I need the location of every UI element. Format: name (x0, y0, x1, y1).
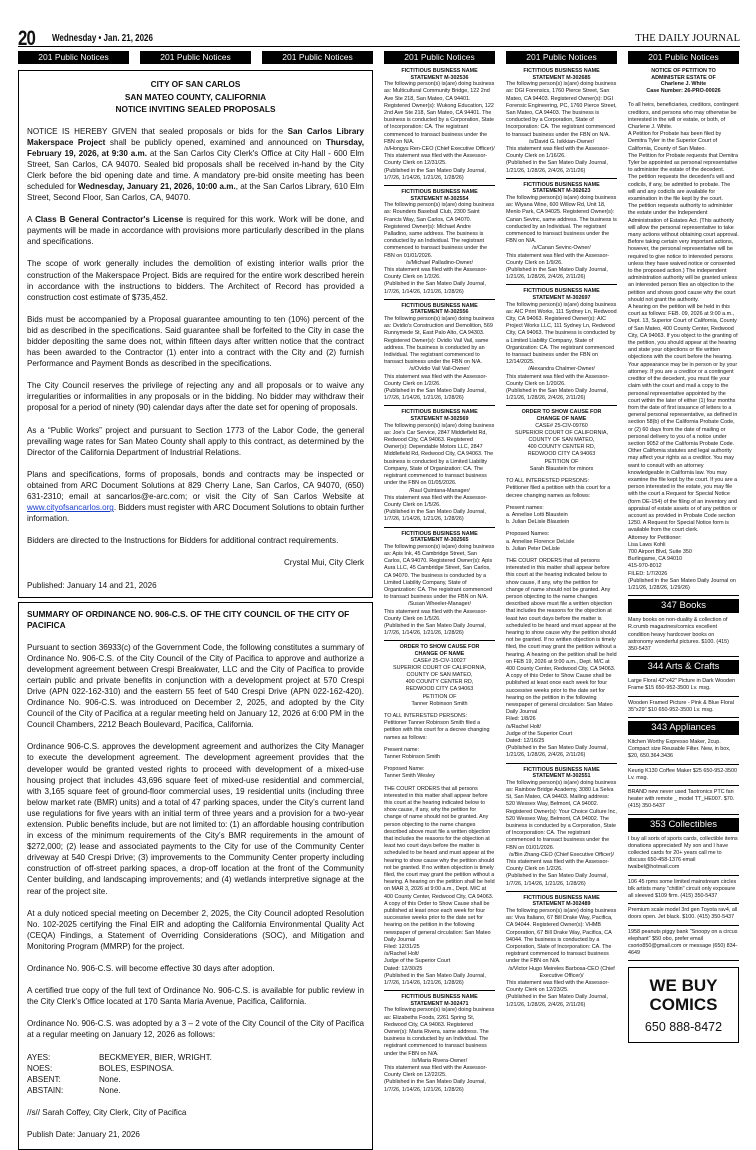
classified-ad: 106 45 rpms some limited mainstream circles blk artists many "chitlin" circuit only exposure all sleeved $109 firm. (415) 350-5437 (628, 878, 737, 900)
divider (628, 903, 739, 904)
bold-text: Wednesday, January 21, 2026, 10:00 a.m. (78, 181, 236, 191)
text: . Bidders must register with ARC Document Solutions to obtain further information. (27, 503, 364, 524)
classified-ad: Keurig K130 Coffee Maker $25 650-952-3500 Lv. msg. (628, 767, 737, 781)
notice-paragraph: The petition requests authority to administer the estate under the Independent Administration of Estates Act. (This authority will allow the personal representative to take many actions without obtaining court approval. Before taking certain very important actions, however, the personal representative will be required to give notice to interested persons unless they have waived notice or consented to the proposed action.) The independent administration authority will be granted unless an interested person files an objection to the petition and shows good cause why the court should not grant the authority. (628, 203, 739, 303)
notice-title (384, 531, 495, 544)
notice-paragraph: (Published in the San Mateo Daily Journal, 1/21/26, 1/28/26, 2/4/26, 2/11/26) (506, 994, 608, 1008)
divider (506, 405, 617, 406)
notice-paragraph: Petitioner Tanner Robinson Smith filed a petition with this court for a decree changing names as follows: (384, 720, 490, 741)
classified-ad: I buy all sorts of sports cards, collectible items donations appreciated! My son and I have collected cards for 20+ years call me to discuss 650-458-1376 email twaibel@hotmail.com (628, 835, 738, 871)
divider (384, 990, 495, 991)
notice-paragraph (27, 908, 364, 952)
divider (628, 717, 739, 718)
notice-paragraph: This statement was filed with the Assessor-County Clerk on 1/2/26. (384, 373, 488, 387)
text: //s// Sarah Coffey, City Clerk, City of Pacifica (27, 1107, 187, 1117)
section-header-public-notices: 201 Public Notices (262, 51, 373, 64)
notice-paragraph: Present name: (384, 746, 420, 753)
notice-paragraph: a. Annelise Lotti Blaustein (506, 511, 568, 518)
notice-paragraph (27, 469, 364, 524)
notice-paragraph: The following person(s) is(are) doing business as: Multicultural Community Bridge, 122 2nd Ave Ste 218, San Mateo, CA 94401. Registered Owner(s): Wukong Education, 122 2nd Ave Ste 218, San Mateo, CA 94401. The business is conducted by a Corporation, State of Incorporation: CA. The registrant commenced to transact business under the FBN on N/A. (384, 81, 495, 145)
notice-paragraph (27, 1018, 364, 1040)
notice-paragraph: PETITION OF (422, 693, 457, 700)
text: Published: January 14 and 21, 2026 (27, 580, 157, 590)
title-line: Charlene J. White (660, 81, 707, 88)
notice-paragraph (27, 214, 364, 247)
notice-paragraph: The following person(s) is(are) doing business as: Apis Ink, 45 Cambridge Street, San Carlos, CA 94070. Registered Owner(s): Apis Aura LLC, 45 Cambridge Street, San Carlos, CA 94070. The business is conducted by a Limited Liability Company, State of Organization: CA. The registrant commenced to transact business under the FBN on N/A. (384, 543, 495, 601)
notice-paragraph: Judge of the Superior Court (384, 958, 451, 965)
bold-text: Thursday, February 19, 2026, at 9:30 a.m. (27, 137, 364, 158)
notice-paragraph: (Published in the San Mateo Daily Journal, 1/7/26, 1/14/26, 1/21/26, 1/28/26) (384, 388, 486, 402)
title-line: FICTITIOUS BUSINESS NAME (401, 189, 478, 196)
title-line: STATEMENT M-302556 (410, 309, 469, 316)
notice-paragraph: /s/Ovidio Vail Vail-Owner/ (409, 366, 470, 373)
legal-notice (384, 531, 495, 638)
notice-title (384, 409, 495, 422)
title-line: CHANGE OF NAME (536, 416, 587, 423)
notice-paragraph: THE COURT ORDERS that all persons interested in this matter shall appear before this court at the hearing indicated below to show cause, if any, why the petition for change of name should not be granted. Any person objecting to the name changes described above must file a written objection that includes the reasons for the objection at least two court days before the matter is scheduled to be heard and must appear at the hearing to show cause why the petition should not be granted. If no written objection is timely filed, the court may grant the petition without a hearing. A hearing on the petition shall be held on FEB 19, 2026 at 9:00 a.m., Dept. M/C at 400 County Center, Redwood City, CA 94063. A copy of this Order to Show Cause shall be published at least once each week for four successive weeks prior to the date set for hearing on the petition in the following newspaper of general circulation: San Mateo Daily Journal (506, 557, 617, 716)
legal-notice (506, 409, 617, 759)
notice-title (506, 409, 617, 422)
notice-paragraph: /Susan Wheeler-Manager/ (408, 601, 471, 608)
legal-notice (628, 68, 739, 592)
notice-paragraph (27, 425, 364, 458)
legal-notice (384, 68, 495, 182)
legal-notice (384, 303, 495, 403)
classified-ad: Kitchen Worthy Expresso Maker, 2cup. Compact size Reusable Filter. New, in box, $20, 650.364.3436 (628, 739, 731, 760)
notice-paragraph (27, 1129, 364, 1140)
notice-paragraph: (Published in the San Mateo Daily Journal, 1/21/26, 1/28/26, 2/4/26, 2/11/26) (506, 745, 608, 759)
text: The City Council reserves the privilege of rejecting any and all proposals or to waive any irregularities or informalities in any proposals or in the bidding. No bidder may withdraw their proposal for a period of ninety (90) calendar days after the date set for opening of proposals. (27, 381, 364, 413)
notice-paragraph: (Published in the San Mateo Daily Journal, 1/21/26, 1/28/26, 2/4/26, 2/11/26) (506, 267, 608, 281)
vote-names: None. (99, 1085, 121, 1095)
notice-paragraph: This statement was filed with the Assessor-County Clerk on 1/20/26. (506, 373, 610, 387)
divider (506, 891, 617, 892)
legal-notice (506, 288, 617, 402)
notice-paragraph: Proposed Name: (384, 766, 425, 773)
text: Crystal Mui, City Clerk (283, 558, 364, 568)
text: As a “Public Works” project and pursuant to Section 1773 of the Labor Code, the general prevailing wage rates for San Mateo County shall apply to this contract, as determined by the Director of the California Department of Industrial Relations. (27, 425, 364, 457)
title-line: FICTITIOUS BUSINESS NAME (523, 68, 600, 74)
legal-notice (384, 409, 495, 523)
divider (628, 696, 739, 697)
title-line: STATEMENT M-302551 (532, 773, 591, 780)
divider (384, 527, 495, 528)
divider (628, 656, 739, 657)
notice-paragraph: The following person(s) is(are) doing business as: Ovidio's Construction and Demolition, 569 Runnymede St, East Palo Alto, CA 94303. Registered Owner(s): Ovidio Vail Vail, same address. The business is conducted by an Individual. The registrant commenced to transact business under the FBN on N/A. (384, 316, 495, 366)
notice-paragraph: Burlingame, CA 94010 (628, 556, 682, 563)
notice-paragraph: TO ALL INTERESTED PERSONS: (506, 478, 589, 485)
notice-paragraph: (Published in the San Mateo Daily Journal, 1/7/26, 1/14/26, 1/21/26, 1/28/26) (384, 167, 486, 181)
divider (384, 640, 495, 641)
title-line: FICTITIOUS BUSINESS NAME (401, 530, 478, 537)
classified-ad: Large Floral 42"x42" Picture in Dark Wooden Frame $15 650-952-3500 Lv. msg. (628, 678, 736, 692)
notice-paragraph: Tanner Smith Wesley (384, 773, 435, 780)
classified-section-header: 353 Collectibles (628, 818, 739, 832)
notice-paragraph: /s/Canan Sevinc-Owner/ (532, 245, 591, 252)
text: Pursuant to section 36933(c) of the Government Code, the following constitutes a summary of Ordinance No. 906-C.S. of the City Council of the City of Pacifica to approve and authorize a development agreement between Crespi Breakwater, LLC and the City of Pacifica to provide certain public and private benefits in conjunction with a development project at 570 Crespi Drive (APN 022-162-310) and the eastern 55 feet of 540 Crespi Drive (APN 022-162-420). Ordinance No. 906-C.S. was introduced on December 2, 2025, and adopted by the City Council of the City of Pacifica at a regular meeting held on January 12, 2026 at 6:00 PM in the Council Chambers, 2212 Beach Boulevard, Pacifica, California. (27, 642, 364, 730)
notice-paragraph: This statement was filed with the Assessor-County Clerk on 12/22/25. (384, 1065, 488, 1079)
notice-paragraph: A Petition for Probate has been filed by Demitra Tyler in the Superior Court of California, County of San Mateo. (628, 131, 722, 152)
notice-title: SUMMARY OF ORDINANCE NO. 906-C.S. OF THE CITY COUNCIL OF THE CITY OF PACIFICA (27, 608, 350, 630)
notice-paragraph: FILED: 1/7/2026 (628, 570, 668, 577)
classified-ad: BRAND new never used Taotronics PTC fan heater with remote _ model TT_HE007. $70. (415) 350-5437 (628, 789, 735, 810)
notice-paragraph: A hearing on the petition will be held in this court as follows: FEB. 09, 2026 at 9:00 a.m., Dept. 13, Superior Court of California, County of San Mateo, 400 County Center, Redwood City, CA 94063. If you object to the granting of the petition, you should appear at the hearing and state your objections or file written objections with the court before the hearing. Your appearance may be in person or by your attorney. If you are a creditor or a contingent creditor of the decedent, you must file your claim with the court and mail a copy to the personal representative appointed by the court within the later of either (1) four months from the date of first issuance of letters to a general personal representative, as defined in section 58(b) of the California Probate Code, or (2) 60 days from the date of mailing or personal delivery to you of a notice under section 9052 of the California Probate Code. Other California statutes and legal authority may affect your rights as a creditor. You may want to consult with an attorney knowledgeable in California law. You may examine the file kept by the court. If you are a person interested in the estate, you may file with the court a Request for Special Notice (form DE-154) of the filing of an inventory and appraisal of estate assets or of any petition or account as provided in Probate Code section 1250. A Request for Special Notice form is available from the court clerk. (628, 304, 738, 534)
notice-paragraph: (Published in the San Mateo Daily Journal on 1/21/26, 1/28/26, 1/29/26) (628, 577, 736, 591)
notice-paragraph (27, 642, 364, 731)
divider (506, 178, 617, 179)
notice-paragraph: Sarah Blaustein for minors (529, 465, 594, 472)
text: NOTICE IS HEREBY GIVEN that sealed proposals or bids for the (27, 126, 288, 136)
notice-paragraph: Present names: (506, 504, 544, 511)
section-header-public-notices: 201 Public Notices (18, 51, 129, 64)
section-header-public-notices: 201 Public Notices (140, 51, 251, 64)
notice-paragraph: SUPERIOR COURT OF CALIFORNIA, COUNTY OF SAN MATEO, (393, 664, 486, 678)
title-line: FICTITIOUS BUSINESS NAME (523, 766, 600, 773)
notice-paragraph: /s/Rachel Holt/ (506, 723, 542, 730)
notice-title (384, 303, 495, 316)
classified-section-header: 343 Appliances (628, 721, 739, 735)
notice-paragraph (27, 985, 364, 1007)
vote-tally (27, 1052, 364, 1096)
notice-paragraph: /s/Hongyu Ren-CEO (Chief Executive Officer)/ (384, 146, 495, 153)
text: shall be publicly opened, examined and announced on (105, 137, 326, 147)
notice-paragraph (27, 126, 364, 204)
section-header-public-notices: 201 Public Notices (384, 51, 495, 64)
notice-paragraph: This statement was filed with the Assessor-County Clerk on 1/5/26. (384, 494, 488, 508)
title-line: STATEMENT M-302569 (410, 416, 469, 423)
notice-paragraph: This statement was filed with the Assessor-County Clerk on 12/31/25. (384, 153, 488, 167)
vote-names: None. (99, 1074, 121, 1084)
divider (384, 185, 495, 186)
notice-paragraph: The following person(s) is(are) doing business as: AIC Print Works, 111 Sydney Ln, Redwood City, CA 94063. Registered Owner(s): AIC Project Works LLC, 111 Sydney Ln, Redwood City, CA 94063. The business is conducted by a Limited Liability Company, State of Organization: CA. The registrant commenced to transact business under the FBN on 12/14/2025. (506, 301, 617, 366)
notice-column (384, 66, 495, 1094)
notice-paragraph: b. Julian DeLisle Blaustein (506, 519, 570, 526)
title-line: STATEMENT M-302685 (532, 74, 591, 81)
notice-title (384, 68, 495, 81)
divider (628, 960, 739, 961)
notice-paragraph: The following person(s) is(are) doing business as: Rainbow Bridge Academy, 3080 La Selva St, San Mateo, CA 94403. Mailing address: 520 Wessex Way, Belmont, CA 94002. Registered Owner(s): Your Choice Culture Inc, 520 Wessex Way, Belmont, CA 94002. The business is conducted by a Corporation, State of Incorporation: CA. The registrant commenced to transact business under the FBN on 01/01/2026. (506, 779, 617, 851)
title-line: STATEMENT M-302489 (532, 901, 591, 908)
title-line: STATEMENT M-302471 (410, 1000, 469, 1007)
notice-paragraph: This statement was filed with the Assessor-County Clerk on 1/2/26. (506, 859, 610, 873)
title-line: NOTICE OF PETITION TO (651, 68, 716, 74)
notice-paragraph (27, 557, 364, 568)
notice-paragraph: (Published in the San Mateo Daily Journal, 1/7/26, 1/14/26, 1/21/26, 1/28/26) (384, 281, 486, 295)
divider (628, 785, 739, 786)
text: Ordinance 906-C.S. approves the development agreement and authorizes the City Manager to execute the development agreement. The development agreement provides that the developer would be granted vested rights to proceed with development of a mixed-use housing project that includes 43,696 square feet of mixed-use residential and commercial, with 3,165 square feet of ground-floor commercial uses, 19 residential units (including three below market rate (BMR) units) and a total of 47 parking spaces, under the City’s current land use regulations for five years with an initial term of three years and a provision for a two-year extension. Public benefits include, but are not limited to: (1) an affordable housing contribution in excess of the minimum requirements of the City’s BMR requirements in the amount of $272,000; (2) lease and associated payments to the City for use of the Community Center driveway at 540 Crespi Drive; (3) improvements to the Community Center property including construction of off-street parking spaces, a drop-off location at the front of the Community Center building, and landscaping improvements; and (4) wetlands interpretive signage at the rear of the project site. (27, 742, 364, 896)
notice-paragraph: 415-970-8012 (628, 563, 662, 570)
classified-section-header: 344 Arts & Crafts (628, 660, 739, 674)
notice-paragraph: CASE# 25-CIV-09760 (535, 422, 588, 429)
notice-paragraph: The following person(s) is(are) doing business as: Rounders Baseball Club, 2300 Saint Francis Way, San Carlos, CA 94070. Registered Owner(s): Michael Andre Palladino, same address. The business is conducted by an Individual. The registrant commenced to transact business under the FBN on 01/01/2026. (384, 202, 495, 259)
notice-paragraph: Petitioner filed a petition with this court for a decree changing names as follows: (506, 485, 611, 499)
title-line: CHANGE OF NAME (414, 650, 465, 657)
notice-sealed-proposals (18, 70, 373, 598)
notice-paragraph: The following person(s) is(are) doing business as: DGI Forensics, 1760 Pierce Street, San Mateo, CA 94403. Registered Owner(s): DGI Forensic Engineering, PC, 1760 Pierce Street, San Mateo, CA 94403. The business is conducted by a Corporation, State of Incorporation: CA. The registrant commenced to transact business under the FBN on N/A. (506, 81, 617, 138)
notice-paragraph: This statement was filed with the Assessor-County Clerk on 1/2/26. (384, 267, 488, 281)
notice-column (628, 66, 739, 1043)
vote-label: ABSTAIN: (27, 1085, 64, 1095)
boxed-notices (18, 70, 373, 1150)
notice-paragraph: CASE# 25-CIV-10027 (413, 657, 466, 664)
title-line: STATEMENT M-302554 (410, 195, 469, 202)
notice-paragraph: TO ALL INTERESTED PERSONS: (384, 712, 467, 719)
title-line: STATEMENT M-302565 (410, 537, 469, 544)
notice-title (506, 182, 617, 195)
notice-paragraph: /Raul Quintana-Manager/ (409, 487, 470, 494)
notice-paragraph: This statement was filed with the Assessor-County Clerk on 1/9/26. (506, 252, 610, 266)
notice-paragraph: THE COURT ORDERS that all persons interested in this matter shall appear before this court at the hearing indicated below to show cause, if any, why the petition for change of name should not be granted. Any person objecting to the name changes described above must file a written objection that includes the reasons for the objection at least two court days before the matter is scheduled to be heard and must appear at the hearing to show cause why the petition should not be granted. If no written objection is timely filed, the court may grant the petition without a hearing. A hearing on the petition shall be held on MAR 3, 2026 at 9:00 a.m., Dept. M/C at 400 County Center, Redwood City, CA 94063. A copy of this Order to Show Cause shall be published at least once each week for four successive weeks prior to the date set for hearing on the petition in the following newspaper of general circulation: San Mateo Daily Journal (384, 785, 495, 943)
bold-text: Class B General Contractor's License (35, 215, 184, 225)
classified-ad: 1958 peanuts piggy bank "Snoopy on a circus elephant" $50 obo, prefer email csorio850@gmail.com or message (650) 834-4649 (628, 928, 738, 957)
text: is required for this work. Work will be done, and payments will be made in accordance with provisions more particularly described in the plans and specifications. (27, 215, 364, 247)
notice-paragraph: 700 Airport Blvd, Suite 350 (628, 548, 692, 555)
notice-paragraph (27, 258, 364, 302)
ad-headline: COMICS (649, 995, 718, 1015)
issue-date: Wednesday • Jan. 21, 2026 (52, 33, 153, 44)
notice-title: CITY OF SAN CARLOS (150, 79, 241, 89)
vote-names: BOLES, ESPINOSA. (99, 1063, 175, 1073)
divider (628, 595, 739, 596)
divider (506, 763, 617, 764)
notice-paragraph: Proposed Names: (506, 531, 550, 538)
notice-paragraph: Lisa Laws Kohli (628, 541, 666, 548)
notice-paragraph: /Alexandra Chalmer-Owner/ (528, 366, 595, 373)
title-line: ORDER TO SHOW CAUSE FOR (399, 644, 480, 651)
notice-paragraph: 400 COUNTY CENTER RD, (405, 679, 474, 686)
notice-paragraph: /s/David G. Isikkian-Owner/ (528, 138, 595, 145)
classified-ad: Premium scale model 3rd gen Toyota rav4, all doors open. Jet black. $100. (415) 350-5437 (628, 907, 738, 921)
notice-paragraph (27, 535, 364, 546)
vote-label: AYES: (27, 1052, 51, 1062)
notice-paragraph: The following person(s) is(are) doing business as: Joe's Car Service, 2847 Middlefield Rd, Redwood City, CA 94063. Registered Owner(s): Dependable Motors LLC, 2847 Middlefield Rd, Redwood City, CA 94063. The business is conducted by a Limited Liability Company, State of Organization: CA. The registrant commenced to transact business under the FBN on 01/05/2026. (384, 422, 495, 487)
notice-paragraph: /s/Michael Palladino-Owner/ (405, 259, 474, 266)
notice-paragraph: /s/Maria Rivera-Owner/ (411, 1057, 468, 1064)
section-header-public-notices: 201 Public Notices (628, 51, 739, 64)
notice-paragraph: Tanner Robinson Smith (411, 700, 468, 707)
notice-title: NOTICE INVITING SEALED PROPOSALS (115, 104, 276, 114)
notice-paragraph: (Published in the San Mateo Daily Journal, 1/21/26, 1/28/26, 2/4/26, 2/11/26) (506, 388, 608, 402)
notice-title (506, 68, 617, 81)
title-line: STATEMENT M-302536 (410, 74, 469, 81)
text: A certified true copy of the full text of Ordinance No. 906-C.S. is available for public review in the City Clerk’s Office located at 170 Santa Maria Avenue, Pacifica, California. (27, 986, 364, 1007)
notice-paragraph: REDWOOD CITY CA 94063 (405, 686, 474, 693)
notice-paragraph: To all heirs, beneficiaries, creditors, contingent creditors, and persons who may otherwise be interested in the will or estate, or both, of Charlene J. White. (628, 102, 739, 130)
notice-paragraph: The petition requests the decedent's will and codicils, if any, be admitted to probate. The will and any codicils are available for examination in the file kept by the court. (628, 174, 735, 203)
legal-notice (506, 68, 617, 175)
title-line: FICTITIOUS BUSINESS NAME (523, 288, 600, 295)
legal-notice (506, 182, 617, 282)
notice-paragraph: /s/Bin Zhang-CEO (Chief Executive Officer)/ (508, 851, 615, 858)
notice-ordinance-summary (18, 602, 373, 1150)
title-line: FICTITIOUS BUSINESS NAME (523, 181, 600, 188)
vote-names: BECKMEYER, BIER, WRIGHT. (99, 1052, 212, 1062)
classified-ad: Many books on non-duality & collection of R.crumb magazines/comics excellent condition heavy hardcover books on astronomy wonderful pictures. $100. (415) 350-5437 (628, 617, 729, 652)
notice-paragraph (27, 1107, 364, 1118)
notice-paragraph: 400 COUNTY CENTER RD, (527, 444, 596, 451)
title-line: FICTITIOUS BUSINESS NAME (401, 68, 478, 74)
notice-paragraph: The Petition for Probate requests that Demitra Tyler be appointed as personal representative to administer the estate of the decedent. (628, 152, 738, 174)
divider (628, 764, 739, 765)
divider (384, 405, 495, 406)
text: Bids must be accompanied by a Proposal guarantee amounting to ten (10%) percent of the bid as described in the specifications. Said guarantee shall be forfeited to the City in case the bidder depositing the same does not, within fifteen days after written notice that the contract has been awarded to the Contractor (1) enter into a contract with the City and (2) furnish Performance and Payment Bonds as described in the specifications. (27, 314, 364, 369)
notice-paragraph: a. Annelise Florence DeLisle (506, 538, 575, 545)
legal-notice (506, 895, 617, 1009)
notice-paragraph (27, 580, 364, 591)
divider (628, 875, 739, 876)
text: , at the San Carlos Library, 610 Elm Street, Second Floor, San Carlos, CA, 94070. (27, 181, 364, 203)
notice-paragraph: (Published in the San Mateo Daily Journal, 1/7/26, 1/14/26, 1/21/26, 1/28/26) (384, 1079, 486, 1093)
notice-paragraph: (Published in the San Mateo Daily Journal, 1/7/26, 1/14/26, 1/21/26, 1/28/26) (384, 509, 486, 523)
notice-paragraph (27, 380, 364, 413)
notice-paragraph (27, 741, 364, 896)
title-line: FICTITIOUS BUSINESS NAME (401, 994, 478, 1001)
notice-paragraph: Attorney for Petitioner: (628, 534, 682, 541)
notice-paragraph: (Published in the San Mateo Daily Journal, 1/21/26, 1/28/26, 2/4/26, 2/11/26) (506, 160, 608, 174)
notice-paragraph: (Published in the San Mateo Daily Journal, 1/7/26, 1/14/26, 1/21/26, 1/28/26) (384, 622, 486, 637)
notice-column (506, 66, 617, 1009)
website-link[interactable]: www.cityofsancarlos.org (27, 503, 114, 513)
title-line: STATEMENT M-302697 (532, 295, 591, 302)
notice-paragraph: Dated: 12/30/25 (384, 965, 423, 972)
notice-title (628, 68, 739, 94)
divider (506, 284, 617, 285)
text: The scope of work generally includes the demolition of existing interior walls prior the construction of the Makerspace Project. Bids are required for the entire work described herein in accordance with the instructions to bidders. The Architect of Record has provided a construction cost estimate of $735,452. (27, 259, 364, 302)
ad-phone: 650 888-8472 (644, 1020, 723, 1035)
legal-notice (384, 644, 495, 987)
section-header-public-notices: 201 Public Notices (506, 51, 617, 64)
notice-paragraph: /s/Rachel Holt/ (384, 951, 420, 958)
notice-paragraph: Dated: 12/16/25 (506, 738, 545, 744)
notice-paragraph: PETITION OF (544, 458, 579, 465)
newspaper-name: THE DAILY JOURNAL (635, 33, 740, 44)
notice-title (506, 767, 617, 780)
notice-paragraph: Judge of the Superior Court (506, 730, 573, 737)
notice-paragraph: /s/Victor Hugo Meireles Barbosa-CEO (Chief Executive Officer)/ (508, 965, 615, 979)
notice-title (506, 288, 617, 301)
ad-headline: WE BUY (649, 976, 718, 996)
notice-paragraph: Tanner Robinson Smith (384, 753, 441, 760)
divider (628, 925, 739, 926)
masthead-rule (18, 46, 740, 47)
notice-title (506, 895, 617, 908)
text: Plans and specifications, forms of proposals, bonds and contracts may be inspected or obtained from ARC Document Solutions at 829 Cherry Lane, San Carlos, CA 94070, (650) 631-2310; email at sancarlos@e-arc.com; or visit the City of San Carlos Website at (27, 469, 364, 502)
we-buy-comics-ad (628, 967, 739, 1043)
classified-ad: Wooden Framed Picture - Pink & Blue Floral 35"x29" $10 650-952-3500 Lv. msg. (628, 699, 734, 713)
text: At a duly noticed special meeting on December 2, 2025, the City Council adopted Resolution No. 102-2025 certifying the Final EIR and adopting the California Environmental Quality Act (CEQA) Findings, a Statement of Overriding Considerations (SOC), and Mitigation and Monitoring Program (MMRP) for the project. (27, 908, 364, 951)
legal-notice (384, 189, 495, 296)
notice-paragraph: The following person(s) is(are) doing business as: Wiyana Wine, 600 Willow Rd, Unit 18, Menlo Park, CA 94025. Registered Owner(s): Canan Sevinc, same address. The business is conducted by an Individual. The registrant commenced to transact business under the FBN on N/A. (506, 195, 617, 245)
legal-notice (384, 994, 495, 1094)
title-line: Case Number: 26-PRO-00026 (646, 87, 721, 94)
notice-paragraph: Filed: 1/8/26 (506, 716, 536, 723)
title-line: STATEMENT M-302623 (532, 188, 591, 195)
bold-text: San Carlos Library Makerspace Project (27, 126, 364, 147)
notice-paragraph: (Published in the San Mateo Daily Journal, 1/7/26, 1/14/26, 1/21/26, 1/28/26) (506, 873, 608, 887)
notice-paragraph: This statement was filed with the Assessor-County Clerk on 1/5/26. (384, 608, 488, 622)
notice-paragraph: (Published in the San Mateo Daily Journal, 1/7/26, 1/14/26, 1/21/26, 1/28/26) (384, 972, 486, 987)
notice-paragraph: This statement was filed with the Assessor-County Clerk on 12/23/25. (506, 980, 610, 994)
title-line: ORDER TO SHOW CAUSE FOR (521, 409, 602, 416)
notice-paragraph: This statement was filed with the Assessor-County Clerk on 1/16/26. (506, 146, 610, 160)
notice-paragraph: The following person(s) is(are) doing business as: Elizabeths Foods, 2261 Spring St, Redwood City, CA 94063. Registered Owner(s): Maria Rivera, same address. The business is conducted by an Individual. The registrant commenced to transact business under the FBN on N/A. (384, 1007, 495, 1057)
page-number: 20 (18, 27, 36, 50)
text: Ordinance No. 906-C.S. was adopted by a 3 – 2 vote of the City Council of the City of Pacifica at a regular meeting on January 12, 2026 as follows: (27, 1019, 364, 1040)
text: Bidders are directed to the Instructions for Bidders for additional contract requirements. (27, 536, 339, 546)
notice-paragraph: REDWOOD CITY CA 94063 (527, 451, 596, 458)
notice-title (384, 994, 495, 1007)
divider (384, 299, 495, 300)
title-line: FICTITIOUS BUSINESS NAME (401, 409, 478, 416)
classified-section-header: 347 Books (628, 599, 739, 613)
notice-paragraph (27, 963, 364, 974)
title-line: ADMINISTER ESTATE OF (651, 74, 716, 81)
notice-title (384, 644, 495, 657)
title-line: FICTITIOUS BUSINESS NAME (523, 894, 600, 901)
legal-notice (506, 767, 617, 888)
notice-paragraph: Filed: 12/31/25 (384, 944, 420, 951)
text: Ordinance No. 906-C.S. will become effective 30 days after adoption. (27, 964, 275, 974)
text: Publish Date: January 21, 2026 (27, 1129, 140, 1139)
text: at the San Carlos City Clerk's Office at City Hall - 600 Elm Street, San Carlos, CA 94070. Sealed bid proposals shall be received in-hand by the City Clerk before the bid opening date and time. A mandatory pre-bid onsite meeting has been scheduled for (27, 148, 364, 191)
vote-label: ABSENT: (27, 1074, 61, 1084)
notice-paragraph (27, 314, 364, 369)
text: A (27, 215, 36, 225)
notice-paragraph: The following person(s) is(are) doing business as: Viva Italiano, 67 Bill Drake Way, Pacifica, CA 94044. Registered Owner(s): VHMB Corporation, 67 Bill Drake Way, Pacifica, CA 94044. The business is conducted by a Corporation, State of Incorporation: CA. The registrant commenced to transact business under the FBN on N/A. (506, 908, 617, 965)
divider (628, 814, 739, 815)
notice-paragraph: SUPERIOR COURT OF CALIFORNIA, COUNTY OF SAN MATEO, (515, 429, 608, 444)
notice-title (384, 189, 495, 202)
notice-title: SAN MATEO COUNTY, CALIFORNIA (124, 91, 267, 102)
title-line: FICTITIOUS BUSINESS NAME (401, 302, 478, 309)
vote-label: NOES: (27, 1063, 53, 1073)
notice-paragraph: b. Julian Peter DeLisle (506, 545, 560, 552)
